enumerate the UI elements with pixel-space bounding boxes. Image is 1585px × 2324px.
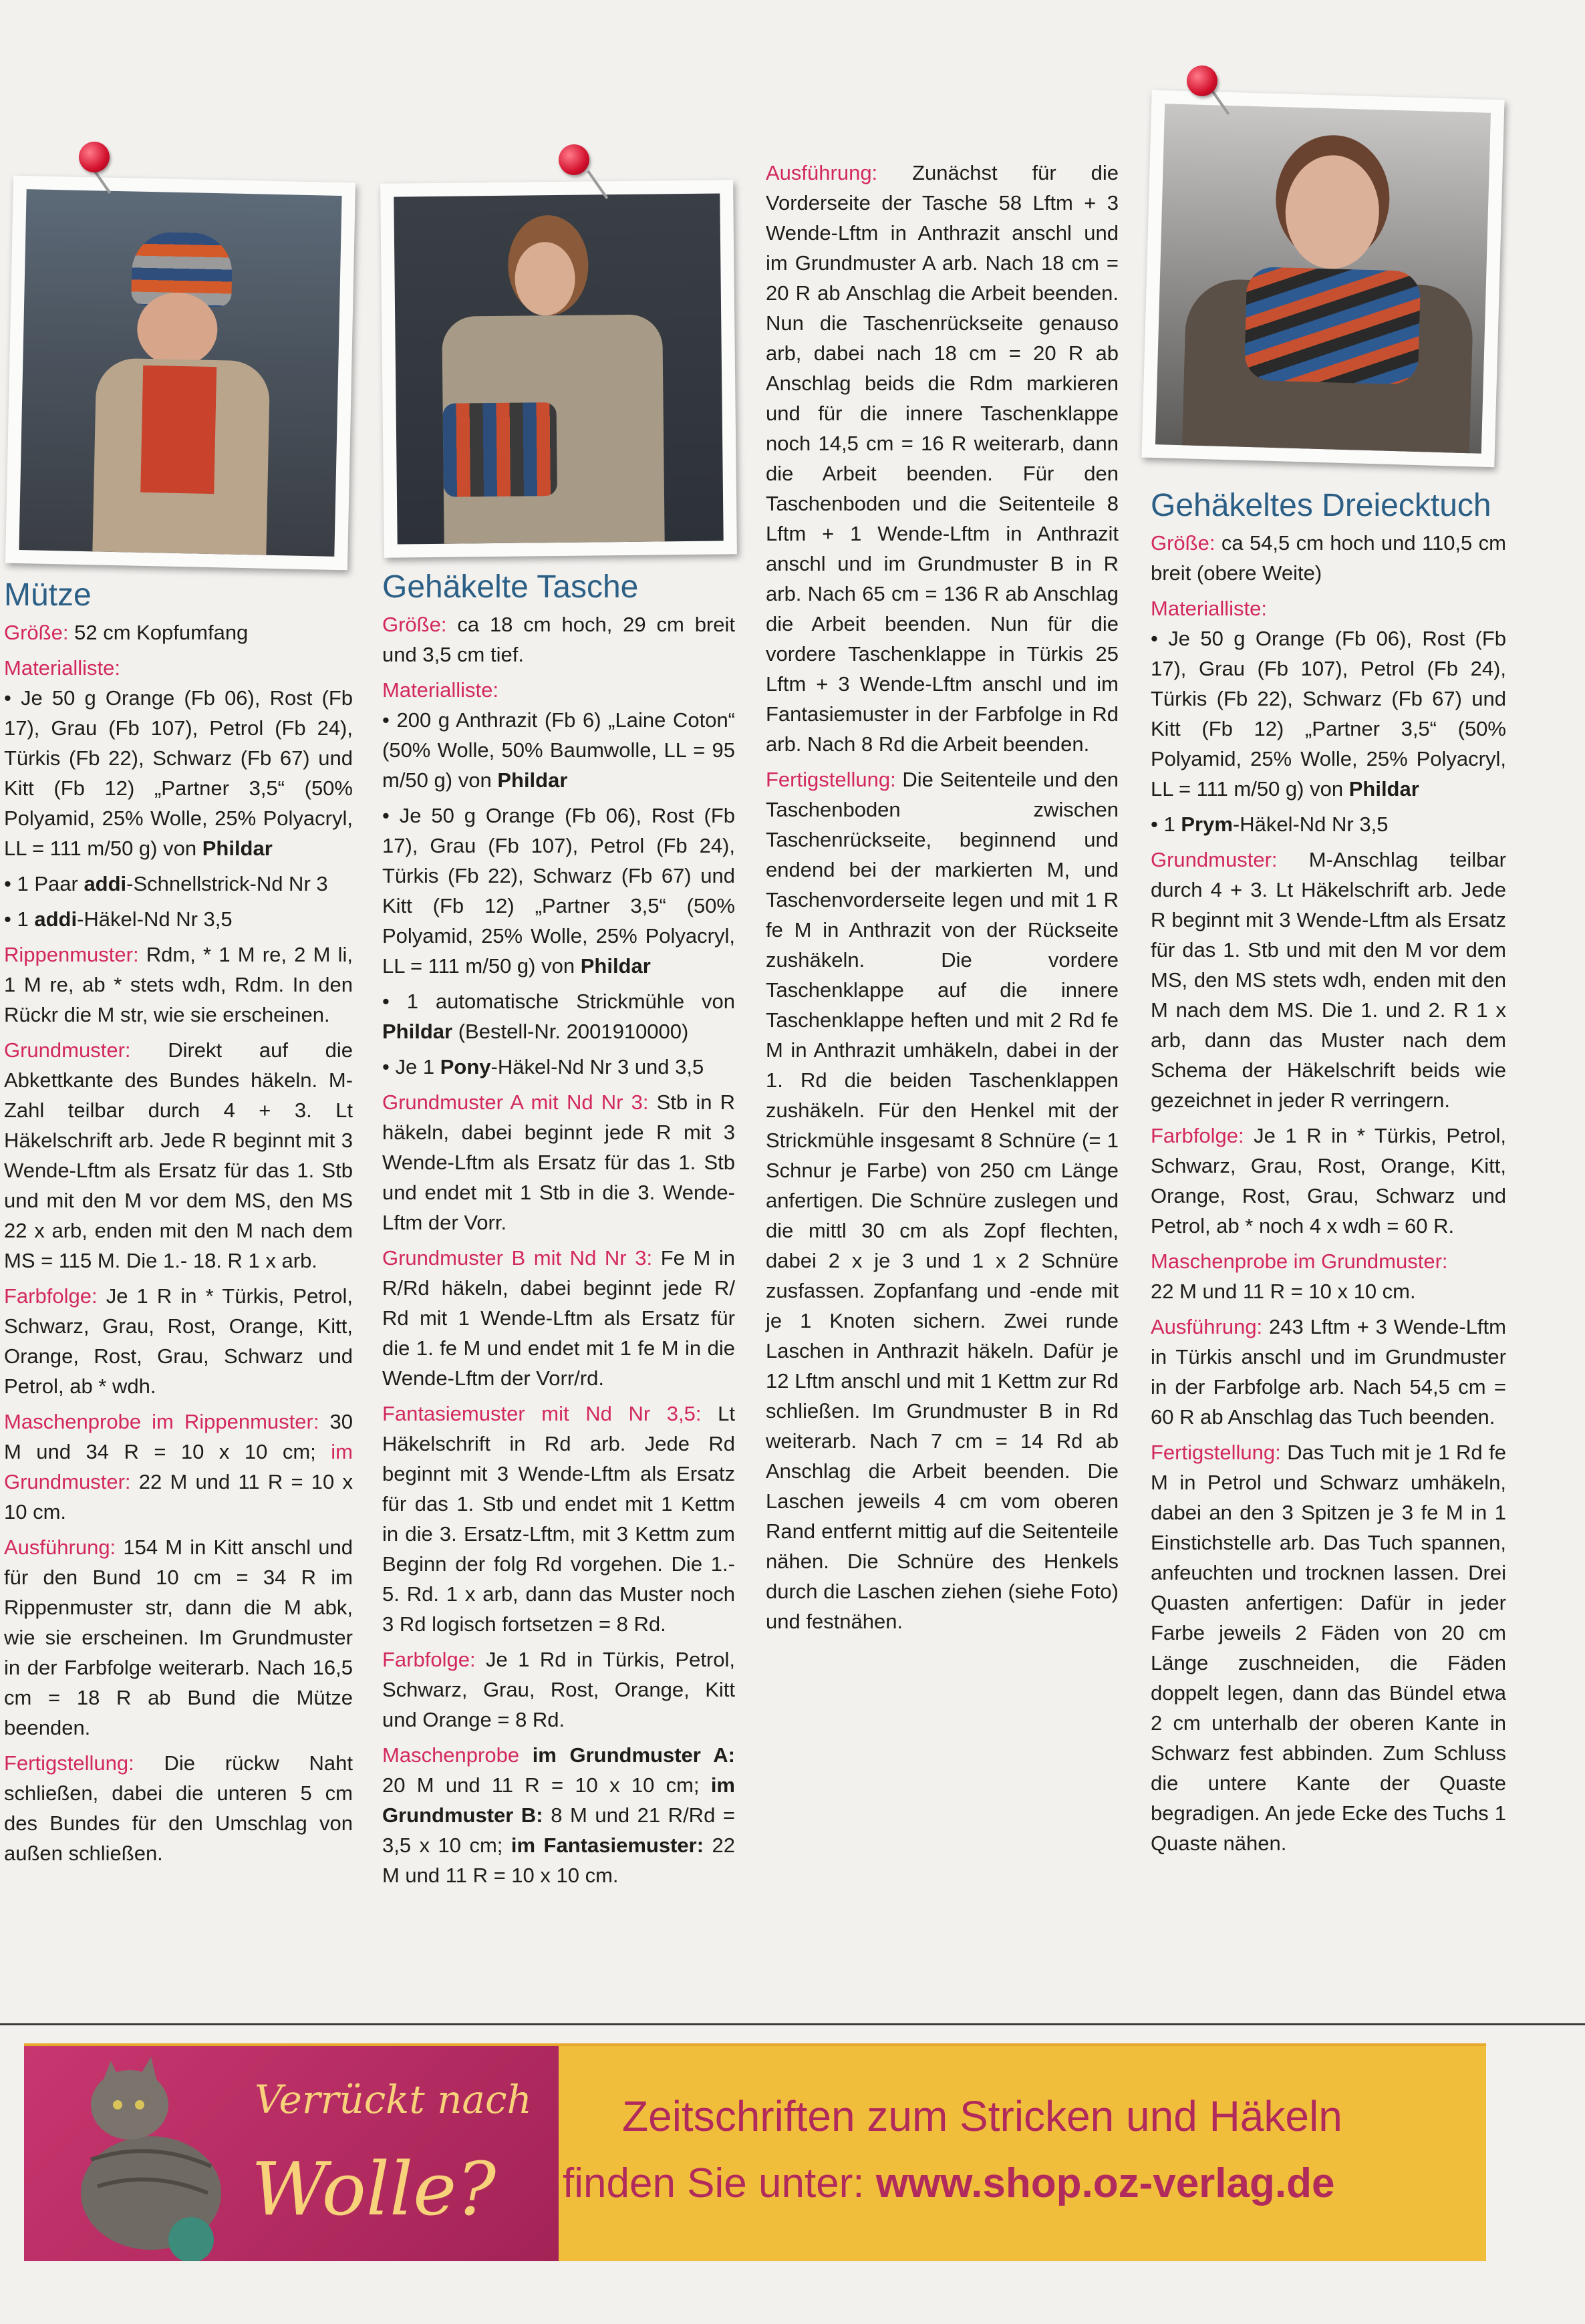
banner-cta-text: finden Sie unter: (563, 2160, 865, 2206)
banner-subtitle-2: Wolle? (251, 2146, 496, 2232)
tasche2-fertig (766, 764, 1119, 1636)
tasche-maschen-3: 22 M und 11 R = 10 x 10 cm. (382, 1834, 735, 1887)
tasche-material-4 (382, 1052, 735, 1082)
photo-tuch-image (1155, 104, 1491, 453)
muetze-ausf-label: Ausführung: (4, 1536, 116, 1559)
tasche-fant (382, 1399, 735, 1639)
tasche-groesse (382, 609, 735, 670)
tuch-ausf-text: 243 Lftm + 3 Wende-Lftm in Türkis anschl und im Grundmuster in der Farbfolge arb. Nach 54,5 cm = 60 R ab Anschlag das Tuch beenden. (1151, 1315, 1506, 1429)
muetze-fertig-text: Die rückw Naht schließen, dabei die unteren 5 cm des Bundes für den Umschlag von außen schließen. (4, 1751, 353, 1865)
tuch-fertig-text: Das Tuch mit je 1 Rd fe M in Petrol und Schwarz umhäkeln, dabei an den 3 Spitzen je 3 fe M in 1 Einstichstelle arb. Das Tuch spannen, anfeuchten und trocknen lassen. Drei Quasten anfertigen: Dafür in jeder Farbe jeweils 2 Fäden von 20 cm Länge zuschneiden, die Fäden doppelt legen, dann das Bündel etwa 2 cm unterhalb der oberen Kante in Schwarz fest abbinden. Zum Schluss die untere Kante der Quaste begradigen. An jede Ecke des Tuchs 1 Quaste nähen. (1151, 1441, 1506, 1855)
pin-1 (79, 142, 110, 172)
tasche-maschen-label: Maschenprobe (382, 1743, 520, 1767)
tuch-material-label: Materialliste: (1151, 597, 1267, 620)
tasche-material-1-text: 200 g Anthrazit (Fb 6) „Laine Coton“ (50% Wolle, 50% Baumwolle, LL = 95 m/50 g) von (382, 708, 736, 792)
tasche-material-1 (382, 705, 735, 795)
tasche-gmB (382, 1243, 735, 1393)
pin-3 (1187, 65, 1217, 96)
tasche-fant-label: Fantasiemuster mit Nd Nr 3,5: (382, 1402, 702, 1425)
tasche2-ausf (766, 158, 1119, 759)
photo-tasche-image (394, 193, 723, 544)
tasche-material-2-text: Je 50 g Orange (Fb 06), Rost (Fb 17), Grau (Fb 107), Petrol (Fb 24), Türkis (Fb 22), Schwarz (Fb 67) und Kitt (Fb 12) „Partner 3,5“ (50% Polyamid, 25% Wolle, 25% Polyacryl, LL = 111 m/50 g) von (382, 804, 736, 978)
tasche-maschen-b2: im Grundmuster B: (382, 1773, 735, 1827)
muetze-material-1 (4, 683, 353, 863)
muetze-material-label: Materialliste: (4, 656, 120, 680)
tuch-maschen-label: Maschenprobe im Grundmuster: (1151, 1250, 1448, 1273)
tasche-material-1-brand: Phildar (497, 768, 568, 792)
muetze-groesse-text: 52 cm Kopfumfang (74, 621, 249, 644)
tuch-maschen (1151, 1246, 1506, 1306)
tasche-gmA-label: Grundmuster A mit Nd Nr 3: (382, 1091, 649, 1114)
promo-banner[interactable] (24, 2043, 1486, 2261)
muetze-material-2-pre: 1 Paar (17, 872, 78, 895)
column-tasche-2 (766, 158, 1119, 1642)
tuch-material-2 (1151, 809, 1506, 839)
banner-subtitle-1: Verrückt nach (255, 2077, 532, 2122)
photo-tasche (380, 180, 737, 557)
tasche-material-3-text: 1 automatische Strickmühle von (406, 990, 736, 1013)
muetze-groesse-label: Größe: (4, 621, 69, 644)
muetze-fertig-label: Fertigstellung: (4, 1751, 134, 1775)
muetze-material-2-post: -Schnellstrick-Nd Nr 3 (126, 872, 328, 895)
muetze-material-3-post: -Häkel-Nd Nr 3,5 (77, 907, 233, 931)
tuch-ausf-label: Ausführung: (1151, 1315, 1263, 1338)
tasche-material-2 (382, 801, 735, 981)
tasche-material-label: Materialliste: (382, 678, 498, 702)
tasche-material-2-brand: Phildar (580, 954, 651, 978)
tuch-grund-text: M-Anschlag teilbar durch 4 + 3. Lt Häkelschrift arb. Jede R beginnt mit 3 Wende-Lftm als Ersatz für das 1. Stb und mit den M vor dem MS, den MS stets wdh, enden mit den M nach dem MS. Die 1. und 2. R 1 x arb, dann das Muster nach dem Schema der Häkelschrift beids wie gezeichnet in jeder R verringern. (1151, 848, 1506, 1112)
muetze-material-1-brand: Phildar (202, 837, 273, 860)
tasche-maschen-b3: im Fantasiemuster: (511, 1834, 704, 1857)
muetze-farb-label: Farbfolge: (4, 1284, 98, 1308)
pin-2 (559, 144, 589, 175)
muetze-grund (4, 1035, 353, 1276)
muetze-grund-text: Direkt auf die Abkettkante des Bundes häkeln. M-Zahl teilbar durch 4 + 3. Lt Häkelschrift arb. Jede R beginnt mit 3 Wende-Lftm als Ersatz für das 1. Stb und mit den M vor dem MS, den MS 22 x arb, enden mit den M nach dem MS = 115 M. Die 1.- 18. R 1 x arb. (4, 1038, 353, 1272)
tuch-material-1-brand: Phildar (1348, 777, 1419, 801)
tasche-maschen-b1: im Grundmuster A: (532, 1743, 735, 1767)
column-tasche (382, 568, 735, 1896)
muetze-maschen-text-1: 30 M und 34 R = 10 x 10 cm; (4, 1410, 353, 1463)
muetze-grund-label: Grundmuster: (4, 1038, 131, 1062)
photo-muetze (5, 176, 355, 571)
muetze-maschen (4, 1407, 353, 1527)
muetze-maschen-text-2: 22 M und 11 R = 10 x 10 cm. (4, 1470, 353, 1523)
muetze-fertig (4, 1748, 353, 1868)
muetze-material-2 (4, 869, 353, 899)
tuch-ausf (1151, 1312, 1506, 1432)
tuch-farb-text: Je 1 R in * Türkis, Petrol, Schwarz, Grau, Rost, Orange, Kitt, Orange, Rost, Grau, Schwarz und Petrol, ab * noch 4 x wdh = 60 R. (1151, 1124, 1506, 1238)
tuch-material-2-post: -Häkel-Nd Nr 3,5 (1232, 813, 1389, 836)
tuch-material-1 (1151, 623, 1506, 804)
tasche-material-3 (382, 986, 735, 1046)
tuch-groesse-label: Größe: (1151, 531, 1215, 555)
muetze-rippen (4, 939, 353, 1030)
banner-url-link[interactable]: www.shop.oz-verlag.de (875, 2160, 1335, 2206)
column-tuch (1151, 486, 1506, 1864)
tasche-material-4-post: -Häkel-Nd Nr 3 und 3,5 (490, 1055, 704, 1078)
muetze-ausf-text: 154 M in Kitt anschl und für den Bund 10 cm = 34 R im Rippenmuster str, dann die M abk, wie sie erscheinen. Im Grundmuster in der Farbfolge weiterarb. Nach 16,5 cm = 18 R ab Bund die Mütze beenden. (4, 1536, 353, 1739)
muetze-maschen-label: Maschenprobe im Rippenmuster: (4, 1410, 319, 1433)
cat-icon (51, 2046, 251, 2261)
tuch-material-2-pre: 1 (1163, 813, 1175, 836)
tasche2-ausf-text: Zunächst für die Vorderseite der Tasche 58 Lftm + 3 Wende-Lftm in Anthrazit anschl und im Grundmuster A arb. Nach 18 cm = 20 R ab Anschlag die Arbeit beenden. Nun die Taschenrückseite genauso arb, dabei nach 18 cm = 20 R ab Anschlag beids die Rdm markieren und für die innere Taschenklappe noch 14,5 cm = 16 R weiterarb, dann die Arbeit beenden. Für den Taschenboden und die Seitenteile 8 Lftm + 1 Wende-Lftm in Anthrazit anschl und im Grundmuster B in R arb. Nach 65 cm = 136 R ab Anschlag die Arbeit beenden. Nun für die vordere Taschenklappe in Türkis 25 Lftm + 3 Wende-Lftm anschl und im Fantasiemuster in der Farbfolge in Rd arb. Nach 8 Rd die Arbeit beenden. (766, 161, 1119, 756)
photo-muetze-image (19, 189, 341, 557)
tasche-farb-text: Je 1 Rd in Türkis, Petrol, Schwarz, Grau, Rost, Orange, Kitt und Orange = 8 Rd. (382, 1648, 735, 1731)
tuch-groesse-text: ca 54,5 cm hoch und 110,5 cm breit (obere Weite) (1151, 531, 1506, 585)
tuch-material-2-brand: Prym (1181, 813, 1233, 836)
tasche-material-3-post: (Bestell-Nr. 2001910000) (458, 1020, 689, 1043)
tasche2-fertig-label: Fertigstellung: (766, 768, 896, 791)
tuch-groesse (1151, 528, 1506, 588)
banner-cta (563, 2160, 1334, 2207)
tasche-groesse-text: ca 18 cm hoch, 29 cm breit und 3,5 cm tief. (382, 613, 735, 666)
tuch-maschen-text: 22 M und 11 R = 10 x 10 cm. (1151, 1280, 1416, 1303)
tuch-grund (1151, 845, 1506, 1115)
tuch-fertig-label: Fertigstellung: (1151, 1441, 1281, 1464)
muetze-material-3 (4, 904, 353, 934)
tasche-title: Gehäkelte Tasche (382, 569, 639, 605)
tasche-material-4-brand: Pony (440, 1055, 491, 1078)
muetze-material-2-brand: addi (84, 872, 127, 895)
tasche-groesse-label: Größe: (382, 613, 447, 636)
muetze-material-3-brand: addi (34, 907, 78, 931)
muetze-farb-text: Je 1 R in * Türkis, Petrol, Schwarz, Grau, Rost, Orange, Kitt, Orange, Rost, Grau, Schwarz und Petrol, ab * wdh. (4, 1284, 353, 1398)
muetze-rippen-label: Rippenmuster: (4, 943, 139, 966)
tasche2-ausf-label: Ausführung: (766, 161, 878, 184)
tasche2-fertig-text: Die Seitenteile und den Taschenboden zwischen Taschenrückseite, beginnend und endend bei der markierten M, und Taschenvorderseite legen und mit 1 R fe M in Anthrazit von der Rückseite zushäkeln. Die vordere Taschenklappe auf die innere Taschenklappe heften und mit 2 Rd fe M in Anthrazit umhäkeln, dabei in der 1. Rd die beiden Taschenklappen zushäkeln. Für den Henkel mit der Strickmühle insgesamt 8 Schnüre (= 1 Schnur je Farbe) von 250 cm Länge anfertigen. Die Schnüre zuslegen und die mittl 30 cm als Zopf flechten, dabei 2 x je 3 und 1 x 2 Schnüre zusfassen. Zopfanfang und -ende mit je 1 Knoten sichern. Zwei runde Laschen in Anthrazit häkeln. Dafür je 12 Lftm anschl und mit 1 Kettm zur Rd schließen. Im Grundmuster B in Rd weiterarb. Nach 7 cm = 14 Rd ab Anschlag die Arbeit beenden. Die Laschen jeweils 4 cm vom oberen Rand entfernt mittig auf die Seitenteile nähen. Die Schnüre des Henkels durch die Laschen ziehen (siehe Foto) und festnähen. (766, 768, 1119, 1633)
tuch-farb (1151, 1121, 1506, 1241)
tuch-farb-label: Farbfolge: (1151, 1124, 1244, 1147)
tasche-farb (382, 1644, 735, 1735)
tuch-title: Gehäkeltes Dreiecktuch (1151, 488, 1491, 523)
banner-headline: Zeitschriften zum Stricken und Häkeln (622, 2092, 1342, 2140)
muetze-groesse (4, 617, 353, 647)
tasche-gmB-label: Grundmuster B mit Nd Nr 3: (382, 1246, 653, 1270)
tasche-gmA (382, 1087, 735, 1238)
tasche-material-3-brand: Phildar (382, 1020, 453, 1043)
tuch-grund-label: Grundmuster: (1151, 848, 1278, 871)
tasche-fant-text: Lt Häkelschrift in Rd arb. Jede Rd beginnt mit 3 Wende-Lftm als Ersatz für das 1. Stb und endet mit 1 Kettm in die 3. Ersatz-Lftm, mit 3 Kettm zum Beginn der folg Rd vorgehen. Die 1.- 5. Rd. 1 x arb, dann das Muster noch 3 Rd logisch fortsetzen = 8 Rd. (382, 1402, 735, 1636)
muetze-ausf (4, 1532, 353, 1743)
tasche-maschen-2: 8 M und 21 R/Rd = 3,5 x 10 cm; (382, 1803, 735, 1857)
muetze-rippen-text: Rdm, * 1 M re, 2 M li, 1 M re, ab * stets wdh, Rdm. In den Rückr die M str, wie sie erscheinen. (4, 943, 353, 1026)
muetze-material-3-pre: 1 (17, 907, 29, 931)
tasche-maschen (382, 1740, 735, 1890)
tasche-gmB-text: Fe M in R/Rd häkeln, dabei beginnt jede R/ Rd mit 1 Wende-Lftm als Ersatz für die 1. fe M und endet mit 1 fe M in die Wende-Lftm der Vorr/rd. (382, 1246, 736, 1390)
column-muetze (4, 576, 353, 1874)
tasche-maschen-1: 20 M und 11 R = 10 x 10 cm; (382, 1773, 700, 1797)
banner-left-panel (24, 2046, 559, 2261)
divider-line (0, 2023, 1585, 2025)
tasche-gmA-text: Stb in R häkeln, dabei beginnt jede R mit 3 Wende-Lftm als Ersatz für das 1. Stb und endet mit 1 Stb in die 3. Wende-Lftm der Vorr. (382, 1091, 736, 1234)
tasche-farb-label: Farbfolge: (382, 1648, 476, 1671)
tuch-material-1-text: Je 50 g Orange (Fb 06), Rost (Fb 17), Grau (Fb 107), Petrol (Fb 24), Türkis (Fb 22), Schwarz (Fb 67) und Kitt (Fb 12) „Partner 3,5“ (50% Polyamid, 25% Wolle, 25% Polyacryl, LL = 111 m/50 g) von (1151, 627, 1507, 801)
muetze-maschen-label-2: im Grundmuster: (4, 1440, 353, 1493)
photo-tuch (1141, 90, 1504, 468)
tasche-material-4-pre: Je 1 (395, 1055, 435, 1078)
muetze-title: Mütze (4, 577, 92, 613)
muetze-material-1-text: Je 50 g Orange (Fb 06), Rost (Fb 17), Grau (Fb 107), Petrol (Fb 24), Türkis (Fb 22), Schwarz (Fb 67) und Kitt (Fb 12) „Partner 3,5“ (50% Polyamid, 25% Wolle, 25% Polyacryl, LL = 111 m/50 g) von (4, 686, 353, 860)
tuch-fertig (1151, 1437, 1506, 1858)
muetze-farb (4, 1281, 353, 1401)
